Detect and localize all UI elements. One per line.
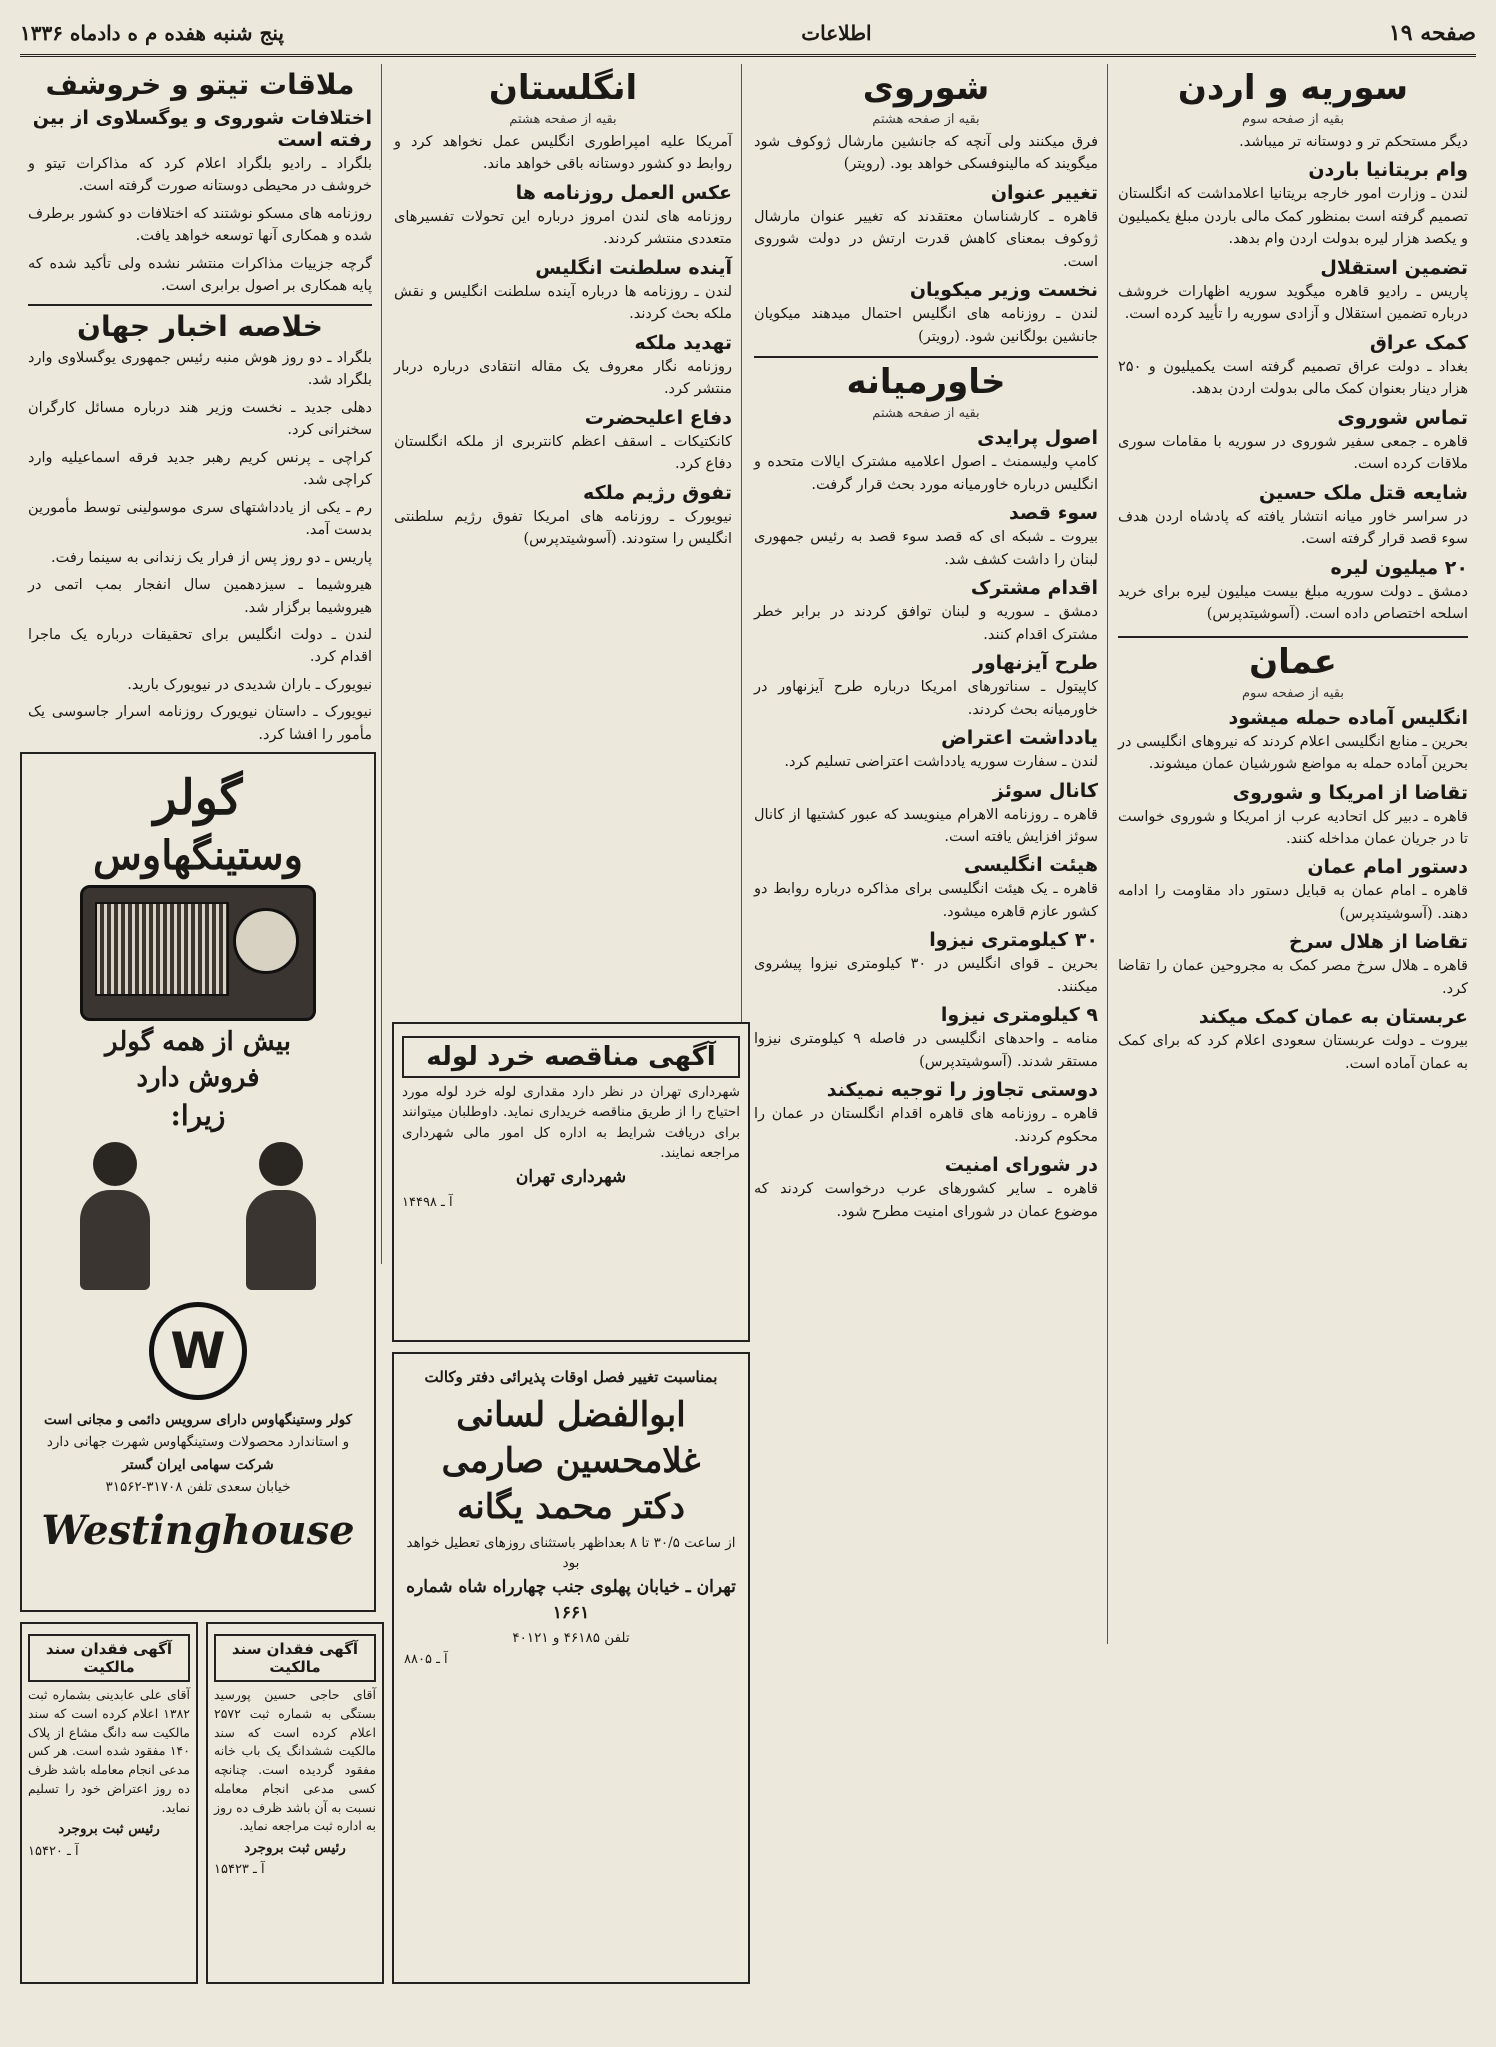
mideast-sub-9: ۹ کیلومتری نیزوا [940,1004,1098,1027]
oman-continuation: بقیه از صفحه سوم [1241,685,1344,701]
syria-continuation: بقیه از صفحه سوم [1241,112,1344,127]
syria-text-guarantee: پاریس ـ رادیو قاهره میگوید سوریه اظهارات خروشف درباره تضمین استقلال و آزادی سوریه را تأیید کرده است. [1118,283,1468,323]
world-news-headline: خلاصه اخبار جهان [77,309,323,343]
syria-sub-million: ۲۰ میلیون لیره [1330,556,1468,579]
oman-text-saudi: بیروت ـ دولت عربستان سعودی اعلام کرد که برای کمک به عمان آماده است. [1118,1033,1468,1072]
westinghouse-logo: W [149,1302,247,1400]
soviet-text-3: لندن ـ روزنامه های انگلیس احتمال میدهند میکویان جانشین بولگانین شود. (رویتر) [754,306,1098,345]
divider [754,356,1098,358]
tender-ref: آ ـ ۱۴۴۹۸ [402,1194,453,1210]
soviet-text-2: قاهره ـ کارشناسان معتقدند که تغییر عنوان مارشال ژوکوف بمعنای کاهش قدرت ارتش در دولت شوروی است. [754,208,1098,270]
mideast-continuation: بقیه از صفحه هشتم [872,406,980,422]
england-headline: انگلستان [488,68,638,108]
tito-text-3: گرچه جزییات مذاکرات منتشر نشده ولی تأکید شده که پایه همکاری بر اصول برابری است. [28,255,372,295]
england-text-3: لندن ـ روزنامه ها درباره آینده سلطنت انگلیس و نقش ملکه بحث کردند. [394,283,732,323]
news-item: نیویورک ـ داستان نیویورک روزنامه اسرار جاسوسی یک مأمور را افشا کرد. [28,704,372,743]
soviet-continuation: بقیه از صفحه هشتم [872,112,980,127]
news-item: لندن ـ دولت انگلیس برای تحقیقات درباره یک ماجرا اقدام کرد. [28,626,372,666]
column-rule [381,64,382,1264]
westinghouse-wordmark: Westinghouse [41,1507,355,1554]
england-text-6: نیویورک ـ روزنامه های امریکا تفوق رژیم سلطنتی انگلیس را ستودند. (آسوشیتدپرس) [394,508,732,548]
england-continuation: بقیه از صفحه هشتم [509,112,617,127]
mideast-text-5: لندن ـ سفارت سوریه یادداشت اعتراضی تسلیم کرد. [784,754,1098,771]
column-syria-oman [1110,64,1476,2036]
syria-text-million: دمشق ـ دولت سوریه مبلغ بیست میلیون لیره برای خرید اسلحه اختصاص داده است. (آسوشیتدپرس) [1118,583,1468,623]
mideast-sub-1: اصول پرایدی [977,427,1098,450]
mideast-text-9: منامه ـ واحدهای انگلیسی در فاصله ۹ کیلومتری نیزوا مستقر شدند. (آسوشیتدپرس) [754,1031,1098,1070]
oman-sub-attack: انگلیس آماده حمله میشود [1228,706,1468,729]
england-sub-defense: دفاع اعلیحضرت [584,406,732,429]
news-item: دهلی جدید ـ نخست وزیر هند درباره مسائل کارگران سخنرانی کرد. [28,399,372,439]
oman-text-imam: قاهره ـ امام عمان به قبایل دستور داد مقاومت را ادامه دهند. (آسوشیتدپرس) [1118,883,1468,922]
syria-sub-iraq: کمک عراق [1369,331,1468,354]
lost-deed-ref: آ ـ ۱۵۴۲۳ [214,1862,265,1878]
mideast-sub-3: اقدام مشترک [970,577,1098,600]
syria-headline: سوریه و اردن [1177,68,1409,108]
syria-text-soviet: قاهره ـ جمعی سفیر شوروی در سوریه با مقامات سوری ملاقات کرده است. [1118,433,1468,473]
mideast-text-10: قاهره ـ روزنامه های قاهره اقدام انگلستان در عمان را محکوم کردند. [754,1106,1098,1145]
mideast-sub-8: ۳۰ کیلومتری نیزوا [929,929,1098,952]
syria-sub-loan: وام بریتانیا باردن [1308,159,1468,182]
soviet-headline: شوروی [862,68,990,108]
soviet-sub-mikoyan: نخست وزیر میکویان [909,279,1098,302]
news-item: کراچی ـ پرنس کریم رهبر جدید فرقه اسماعیلیه وارد کراچی شد. [28,449,372,489]
news-item: نیویورک ـ باران شدیدی در نیویورک بارید. [127,676,372,693]
oman-headline: عمان [1249,641,1337,682]
england-sub-threat: تهدید ملکه [634,331,732,354]
ad-tagline-2: فروش دارد [136,1063,260,1093]
tender-body: شهرداری تهران در نظر دارد مقداری لوله خرد لوله مورد احتیاج را از طریق مناقصه خریداری نماید. داوطلبان میتوانند برای دریافت شرایط به اداره کل امور مالی شهرداری مراجعه نمایند. [402,1084,740,1161]
syria-text-iraq: بغداد ـ دولت عراق تصمیم گرفته است یکمیلیون و ۲۵۰ هزار دینار بعنوان کمک مالی بدولت اردن بدهد. [1118,358,1468,398]
mideast-sub-11: در شورای امنیت [944,1154,1098,1177]
tito-headline: ملاقات تیتو و خروشف [45,68,355,101]
syria-lead: دیگر مستحکم تر و دوستانه تر میباشد. [1239,134,1468,150]
news-item: رم ـ یکی از یادداشتهای سری موسولینی توسط مأمورین بدست آمد. [28,499,372,539]
ad-brand-line2: وستینگهاوس [93,832,303,879]
lost-deed-2-title: آگهی فقدان سند مالکیت [28,1634,190,1682]
mideast-text-6: قاهره ـ روزنامه الاهرام مینویسد که عبور کشتیها از کانال سوئز افزایش یافته است. [754,806,1098,845]
lost-deed-signature: رئیس ثبت بروجرد [244,1840,346,1856]
westinghouse-ad [20,752,376,1612]
divider [28,304,372,306]
tender-signature: شهرداری تهران [515,1167,627,1187]
syria-sub-soviet: تماس شوروی [1337,406,1468,429]
england-text-4: روزنامه نگار معروف یک مقاله انتقادی درباره دربار منتشر کرد. [394,358,732,398]
ad-dealer: شرکت سهامی ایران گستر [122,1456,274,1473]
ad-brand-line1: گولر [153,770,243,826]
lawyers-address: تهران ـ خیابان پهلوی جنب چهارراه شاه شماره ۱۶۶۱ [406,1577,736,1623]
news-item: هیروشیما ـ سیزدهمین سال انفجار بمب اتمی در هیروشیما برگزار شد. [28,577,372,616]
mideast-sub-4: طرح آیزنهاور [972,652,1098,675]
lawyers-header: بمناسبت تغییر فصل اوقات پذیرائی دفتر وکالت [424,1368,718,1386]
lost-deed-ad-2 [20,1622,198,1984]
air-cooler-image [80,885,316,1021]
mideast-text-8: بحرین ـ قوای انگلیس در ۳۰ کیلومتری نیزوا پیشروی میکنند. [754,956,1098,995]
mideast-text-2: بیروت ـ شبکه ای که قصد سوء قصد به رئیس جمهوری لبنان را داشت کشف شد. [754,529,1098,568]
page-number: صفحه ۱۹ [1388,20,1476,46]
lost-deed-title: آگهی فقدان سند مالکیت [214,1634,376,1682]
ad-tagline-1: بیش از همه گولر [105,1027,291,1057]
mideast-sub-5: یادداشت اعتراض [941,727,1098,750]
syria-sub-hussein: شایعه قتل ملک حسین [1258,481,1468,504]
oman-text-request: قاهره ـ دبیر کل اتحادیه عرب از امریکا و شوروی خواست تا در جریان عمان مداخله کنند. [1118,808,1468,847]
divider [1118,636,1468,638]
lawyers-hours: از ساعت ۳۰/۵ تا ۸ بعداظهر باستثنای روزهای تعطیل خواهد بود [406,1534,736,1571]
ad-illustration [32,1142,364,1292]
lost-deed-2-body: آقای علی عابدینی بشماره ثبت ۱۳۸۲ اعلام کرده است که سند مالکیت سه دانگ مشاع از پلاک ۱۴۰ مفقود شده است. هر کس مدعی انجام معامله باشد ظرف ده روز اعتراض خود را تسلیم نماید. [28,1687,190,1815]
mideast-sub-6: کانال سوئز [992,779,1098,802]
mideast-sub-7: هیئت انگلیسی [963,854,1098,877]
mideast-sub-10: دوستی تجاوز را توجیه نمیکند [826,1079,1098,1102]
lawyers-ref: آ ـ ۸۸۰۵ [404,1652,448,1668]
mideast-text-7: قاهره ـ یک هیئت انگلیسی برای مذاکره درباره روابط دو کشور عازم قاهره میشود. [754,881,1098,920]
tito-text-2: روزنامه های مسکو نوشتند که اختلافات دو کشور برطرف شده و همکاری آنها توسعه خواهد یافت. [28,205,372,245]
ad-body: کولر وستینگهاوس دارای سرویس دائمی و مجانی است [43,1412,353,1428]
tender-title: آگهی مناقصه خرد لوله [402,1036,740,1078]
lawyer-name-3: دکتر محمد یگانه [457,1486,685,1527]
lost-deed-body: آقای حاجی حسین پورسید بستگی به شماره ثبت ۲۵۷۲ اعلام کرده است که سند مالکیت ششدانگ یک باب خانه مفقود گردیده است. چنانچه کسی مدعی انجام معامله نسبت به آن باشد ظرف ده روز به اداره ثبت مراجعه نماید. [214,1687,376,1834]
newspaper-page [20,12,1476,2036]
mideast-sub-2: سوء قصد [1008,502,1098,525]
england-text-1: آمریکا علیه امپراطوری انگلیس عمل نخواهد کرد و روابط دو کشور دوستانه باقی خواهد ماند. [394,134,732,173]
soviet-sub-title: تغییر عنوان [990,181,1098,204]
lawyer-name-1: ابوالفضل لسانی [456,1394,686,1435]
column-rule [741,64,742,1144]
mideast-text-1: کامپ ولیسمنث ـ اصول اعلامیه مشترک ایالات متحده و انگلیس درباره خاورمیانه مورد بحث قرار گرفت. [754,454,1098,493]
mideast-headline: خاورمیانه [846,362,1006,403]
syria-text-loan: لندن ـ وزارت امور خارجه بریتانیا اعلامداشت که انگلستان تصمیم گرفته است بمنظور کمک مالی باردن مبلغ یکمیلیون و یکصد هزار لیره بدولت اردن وام بدهد. [1118,186,1468,248]
soviet-text-1: فرق میکنند ولی آنچه که جانشین مارشال ژوکوف شود میگویند که مالینوفسکی خواهد بود. (رویتر) [754,134,1098,173]
ad-body-2: و استاندارد محصولات وستینگهاوس شهرت جهانی دارد [46,1434,350,1451]
ad-address: خیابان سعدی تلفن ۳۱۷۰۸-۳۱۵۶۲ [105,1478,291,1495]
column-soviet-mideast [746,64,1106,2036]
syria-text-hussein: در سراسر خاور میانه انتشار یافته که پادشاه اردن هدف سوء قصد قرار گرفته است. [1118,508,1468,548]
column-england [386,64,740,1064]
mideast-text-4: کاپیتول ـ سناتورهای امریکا درباره طرح آیزنهاور در خاورمیانه بحث کردند. [754,679,1098,718]
column-tito-news [20,64,380,784]
lost-deed-2-ref: آ ـ ۱۵۴۲۰ [28,1843,79,1859]
england-sub-press: عکس العمل روزنامه ها [515,181,732,204]
oman-sub-redcrescent: تقاضا از هلال سرخ [1288,931,1468,954]
tito-text-1: بلگراد ـ رادیو بلگراد اعلام کرد که مذاکرات تیتو و خروشف در محیطی دوستانه صورت گرفته است. [28,156,372,195]
lawyers-phone: تلفن ۴۶۱۸۵ و ۴۰۱۲۱ [512,1630,630,1646]
lost-deed-2-signature: رئیس ثبت بروجرد [58,1821,160,1838]
oman-sub-request: تقاضا از امریکا و شوروی [1232,781,1468,804]
column-rule [1107,64,1108,1644]
tender-ad [392,1022,750,1342]
tito-subheadline: اختلافات شوروی و یوگسلاوی از بین رفته است [32,107,372,151]
masthead [20,12,1476,57]
paper-name: اطلاعات [801,21,872,45]
mideast-text-3: دمشق ـ سوریه و لبنان توافق کردند در برابر خطر مشترک اقدام کنند. [754,604,1098,643]
oman-sub-saudi: عربستان به عمان کمک میکند [1198,1006,1468,1029]
lawyer-name-2: غلامحسین صارمی [441,1440,701,1481]
oman-sub-imam: دستور امام عمان [1307,856,1468,879]
news-item: بلگراد ـ دو روز هوش منبه رئیس جمهوری یوگسلاوی وارد بلگراد شد. [28,349,372,389]
oman-text-attack: بحرین ـ منابع انگلیسی اعلام کردند که نیروهای انگلیسی در بحرین آماده حمله به مواضع شورشیان عمان میشوند. [1118,733,1468,773]
england-text-5: کانکتیکات ـ اسقف اعظم کانتربری از ملکه انگلستان دفاع کرد. [394,433,732,473]
issue-date: پنج شنبه هفده م ه دادماه ۱۳۳۶ [20,21,284,45]
oman-text-redcrescent: قاهره ـ هلال سرخ مصر کمک به مجروحین عمان را تقاضا کرد. [1118,958,1468,997]
lost-deed-ad [206,1622,384,1984]
ad-tagline-3: زیرا: [170,1099,226,1132]
mideast-text-11: قاهره ـ سایر کشورهای عرب درخواست کردند که موضوع عمان در شورای امنیت مطرح شود. [754,1181,1098,1220]
news-item: پاریس ـ دو روز پس از فرار یک زندانی به سینما رفت. [50,549,372,566]
england-sub-regime: تفوق رژیم ملکه [583,481,732,504]
england-text-2: روزنامه های لندن امروز درباره این تحولات تفسیرهای متعددی منتشر کردند. [394,208,732,248]
syria-sub-guarantee: تضمین استقلال [1320,256,1468,279]
england-sub-monarchy: آینده سلطنت انگلیس [535,256,732,279]
lawyers-ad [392,1352,750,1984]
